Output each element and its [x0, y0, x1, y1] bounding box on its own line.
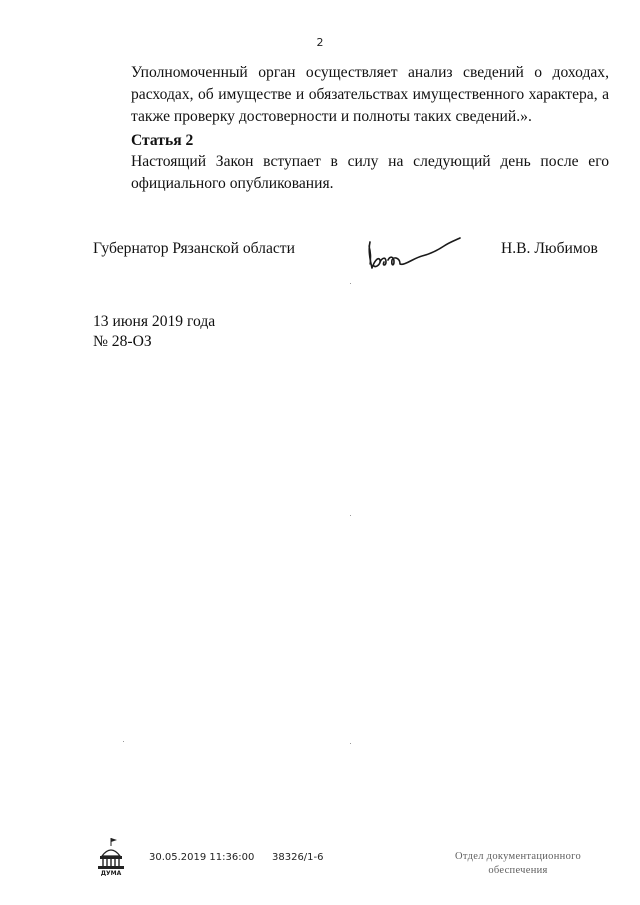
- paragraph-continuation: [93, 62, 609, 128]
- footer-timestamp: 30.05.2019 11:36:00: [149, 852, 255, 863]
- department-stamp: [448, 850, 588, 878]
- duma-emblem-icon: [96, 836, 126, 876]
- page-number: 2: [316, 36, 324, 49]
- paragraph-text: Уполномоченный орган осуществляет анализ сведений о доходах, расходах, об имуществе и обязательствах имущественного характера, а также проверку достоверности и полноты таких сведений.».: [131, 64, 609, 125]
- law-date: 13 июня 2019 года: [93, 313, 216, 330]
- law-number: № 28-ОЗ: [93, 333, 152, 350]
- stamp-line-1: Отдел документационного: [454, 851, 582, 862]
- date-block: [93, 312, 215, 352]
- signatory-name: Н.В. Любимов: [501, 240, 598, 257]
- scan-speck: [123, 741, 124, 742]
- signature-image: [364, 236, 464, 276]
- emblem-label: ДУМА: [100, 870, 122, 876]
- stamp-line-2: обеспечения: [488, 865, 548, 876]
- article-heading: Статья 2: [131, 132, 194, 149]
- scan-speck: [350, 743, 351, 744]
- article-body: [93, 151, 609, 195]
- article-text: Настоящий Закон вступает в силу на следующий день после его официального опубликования.: [131, 153, 609, 192]
- footer-doc-code: 38326/1-6: [272, 852, 324, 863]
- signatory-position: Губернатор Рязанской области: [93, 240, 295, 257]
- scan-speck: [350, 515, 351, 516]
- scan-speck: [350, 283, 351, 284]
